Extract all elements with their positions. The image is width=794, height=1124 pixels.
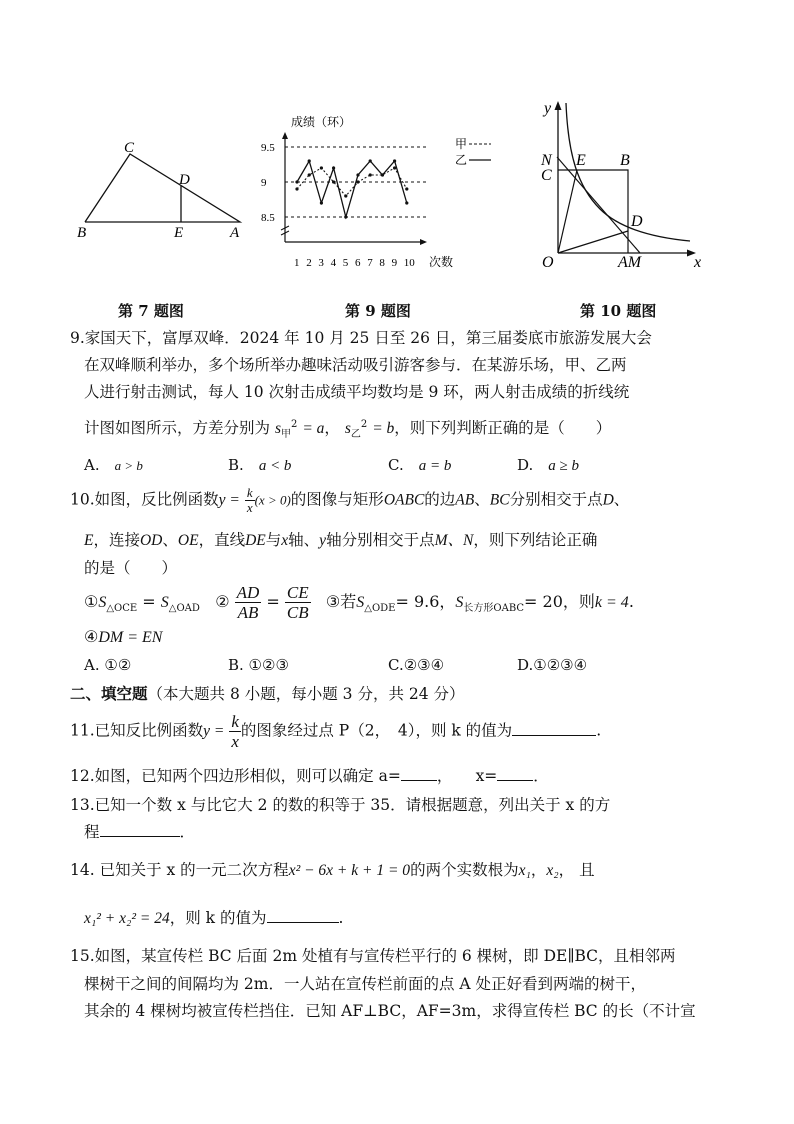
series-jia-point — [405, 187, 408, 190]
q15-line-1: 15.如图，某宣传栏 BC 后面 2m 处植有与宣传栏平行的 6 棵树，即 DE∥BC，且相邻两 — [70, 947, 676, 965]
q14-line-1: 14. 已知关于 x 的一元二次方程x² − 6x + k + 1 = 0的两个实数根为x₁，x₂， 且 — [70, 861, 595, 879]
x-axis-arrow — [420, 239, 427, 245]
x-tick-label: 5 — [342, 257, 349, 269]
q12-blank-a[interactable] — [401, 766, 437, 781]
series-yi-line — [297, 161, 407, 217]
legend-yi: 乙 — [455, 153, 468, 167]
q10-option-b: B. ①②③ — [228, 656, 289, 674]
q10-option-d: D.①②③④ — [517, 656, 588, 674]
q9-line-2: 在双峰顺利举办，多个场所举办趣味活动吸引游客参与．在某游乐场，甲、乙两 — [84, 356, 627, 374]
label-c: C — [541, 167, 552, 184]
q14-line-2: x₁² + x₂² = 24，则 k 的值为 . — [84, 909, 344, 927]
chart-ylabel: 成绩（环） — [291, 115, 352, 129]
series-jia-point — [320, 166, 323, 169]
series-yi-point — [405, 201, 408, 204]
figure-9-line-chart — [255, 112, 500, 272]
segment-od — [558, 231, 628, 253]
y-tick-label: 9 — [261, 177, 267, 189]
series-yi-point — [356, 173, 359, 176]
q13-answer-blank[interactable] — [100, 822, 180, 837]
q13-line-1: 13.已知一个数 x 与比它大 2 的数的积等于 35．请根据题意，列出关于 x 的方 — [70, 796, 611, 814]
series-yi-point — [369, 159, 372, 162]
series-jia-point — [295, 187, 298, 190]
q11: 11.已知反比例函数y = $\frac{k}{x}$ 的图象经过点 P（2， 4），则 k 的值为 . — [70, 712, 602, 751]
q15-line-3: 其余的 4 棵树均被宣传栏挡住．已知 AF⊥BC，AF=3m，求得宣传栏 BC 的长（不计宣 — [84, 1002, 696, 1020]
variance-yi-symbol: s — [344, 420, 351, 437]
label-c: C — [124, 140, 135, 156]
series-jia-point — [344, 194, 347, 197]
x-tick-label: 10 — [403, 257, 415, 269]
label-x: x — [694, 254, 702, 271]
q11-answer-blank[interactable] — [512, 721, 596, 736]
q12: 12.如图，已知两个四边形相似，则可以确定 a= ， x= ． — [70, 767, 549, 785]
q10-line-1: 10.如图，反比例函数y = $\frac{k}{x}$ (x > 0)的图像与矩形OABC的边AB、BC分别相交于点D、 — [70, 485, 630, 515]
series-yi-point — [308, 159, 311, 162]
label-b: B — [77, 225, 87, 240]
label-n: N — [541, 152, 552, 169]
label-am: AM — [618, 254, 642, 271]
q9-text-a: 计图如图所示，方差分别为 — [84, 419, 271, 437]
segment-oe — [558, 170, 577, 253]
variance-jia-sub: 甲 — [281, 429, 291, 441]
variance-yi-value: = b — [372, 420, 395, 437]
series-yi-point — [344, 215, 347, 218]
q13-line-2: 程 ． — [84, 823, 196, 841]
label-d: D — [179, 172, 190, 188]
variance-yi-sub: 乙 — [350, 429, 361, 441]
x-tick-label: 6 — [355, 257, 361, 269]
q10-option-a: A. ①② — [84, 656, 132, 674]
q14-answer-blank[interactable] — [267, 908, 339, 923]
q9-option-a: A. a > b — [84, 456, 143, 474]
figure-9-caption: 第 9 题图 — [345, 302, 411, 320]
series-yi-point — [393, 159, 396, 162]
series-yi-point — [381, 173, 384, 176]
figure-7-caption: 第 7 题图 — [118, 302, 184, 320]
figure-10-hyperbola — [530, 95, 715, 275]
label-b: B — [620, 152, 630, 169]
x-tick-label: 7 — [367, 257, 373, 269]
q10-line-2: E，连接OD、OE，直线DE与x轴、y轴分别相交于点M、N，则下列结论正确 — [84, 531, 598, 549]
y-axis-arrow — [282, 132, 288, 139]
q10-option-c: C.②③④ — [388, 656, 445, 674]
series-yi-point — [332, 166, 335, 169]
q12-blank-x[interactable] — [497, 766, 533, 781]
q9-option-b: B. a < b — [228, 456, 292, 474]
label-d: D — [631, 213, 643, 230]
x-tick-label: 3 — [318, 257, 324, 269]
label-a: A — [230, 225, 240, 240]
figure-7-triangle — [70, 140, 250, 240]
figure-10-caption: 第 10 题图 — [580, 302, 657, 320]
x-tick-label: 2 — [306, 257, 312, 269]
q9-line-4: 计图如图所示，方差分别为 $s_甲^2 = a$， $s_乙^2 = b$，则下列判断正确的是（ ） — [84, 418, 612, 441]
q9-option-c: C. a = b — [388, 456, 452, 474]
q9-option-d: D. a ≥ b — [517, 456, 580, 474]
label-e: E — [576, 152, 586, 169]
q9-line-3: 人进行射击测试，每人 10 次射击成绩平均数均是 9 环，两人射击成绩的折线统 — [84, 383, 630, 401]
variance-jia-symbol: s — [274, 420, 281, 437]
q10-conclusion-4: ④DM = EN — [84, 627, 163, 646]
q9-line-1: 9.家国天下，富厚双峰．2024 年 10 月 25 日至 26 日，第三届娄底市旅游发展大会 — [70, 329, 652, 347]
variance-jia-value: = a — [302, 420, 325, 437]
legend-jia: 甲 — [455, 137, 468, 151]
x-tick-label: 1 — [294, 257, 300, 269]
series-yi-point — [320, 201, 323, 204]
label-o: O — [542, 254, 554, 271]
x-tick-label: 8 — [379, 257, 385, 269]
triangle-outline — [85, 154, 240, 222]
series-jia-point — [332, 180, 335, 183]
y-tick-label: 9.5 — [261, 142, 275, 154]
section-2-heading: 二、填空题（本大题共 8 小题，每小题 3 分，共 24 分） — [70, 684, 465, 703]
label-e: E — [174, 225, 184, 240]
y-axis-arrow — [555, 101, 562, 110]
rectangle-oabc — [558, 170, 628, 253]
x-tick-label: 4 — [330, 257, 337, 269]
q9-text-b: ，则下列判断正确的是（ ） — [394, 419, 612, 437]
label-y: y — [544, 100, 552, 117]
chart-xlabel: 次数 — [429, 255, 454, 269]
series-jia-point — [308, 173, 311, 176]
y-tick-label: 8.5 — [261, 212, 275, 224]
series-yi-point — [295, 180, 298, 183]
q15-line-2: 棵树干之间的间隔均为 2m．一人站在宣传栏前面的点 A 处正好看到两端的树干， — [84, 975, 647, 993]
q10-line-3: 的是（ ） — [84, 559, 178, 577]
x-tick-label: 9 — [391, 257, 398, 269]
series-jia-point — [369, 173, 372, 176]
q10-conclusions: $①S_{\triangle OCE} = S_{\triangle OAD}$ ② $\frac{AD}{AB}$ = $\frac{CE}{CB}$ ③若$S_{\triangle ODE}= 9.6$，$S_{长方形OABC}= 20$，则k = 4. — [84, 583, 634, 622]
